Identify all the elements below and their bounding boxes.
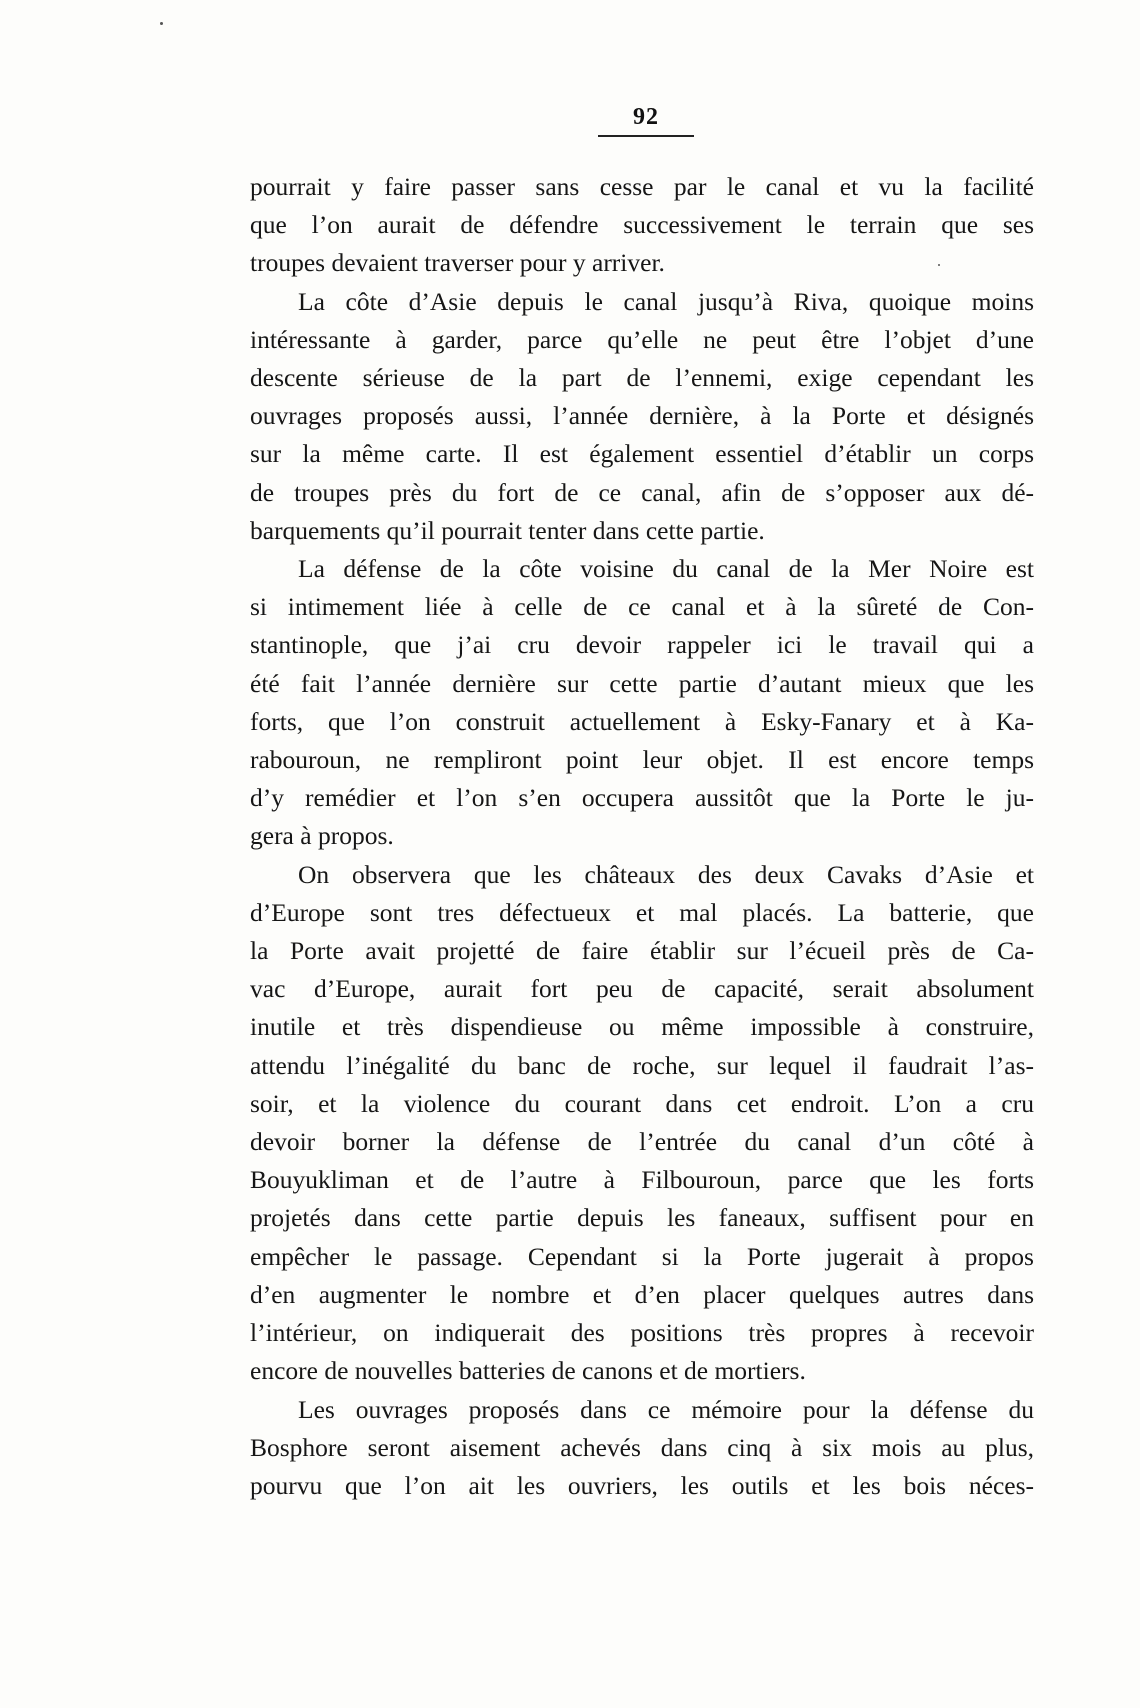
text-line: rabouroun, ne rempliront point leur objet. Il est encore temps xyxy=(250,745,1034,775)
text-line: On observera que les châteaux des deux Cavaks d’Asie et xyxy=(298,859,1034,889)
paragraph xyxy=(250,283,1034,550)
paragraph xyxy=(250,550,1034,856)
text-line: encore de nouvelles batteries de canons et de mortiers. xyxy=(250,1356,806,1386)
text-line: stantinople, que j’ai cru devoir rappeler ici le travail qui a xyxy=(250,630,1034,660)
text-line: projetés dans cette partie depuis les faneaux, suffisent pour en xyxy=(250,1203,1034,1233)
paragraph xyxy=(250,1391,1034,1506)
scan-speck xyxy=(160,22,163,25)
page-number: 92 xyxy=(598,104,694,137)
text-line: Les ouvrages proposés dans ce mémoire pour la défense du xyxy=(298,1394,1034,1424)
text-line: la Porte avait projetté de faire établir sur l’écueil près de Ca- xyxy=(250,936,1034,966)
text-line: pourvu que l’on ait les ouvriers, les outils et les bois néces- xyxy=(250,1470,1034,1500)
text-line: l’intérieur, on indiquerait des positions très propres à recevoir xyxy=(250,1318,1034,1348)
text-line: attendu l’inégalité du banc de roche, sur lequel il faudrait l’as- xyxy=(250,1050,1034,1080)
text-line: été fait l’année dernière sur cette partie d’autant mieux que les xyxy=(250,668,1034,698)
text-line: de troupes près du fort de ce canal, afin de s’opposer aux dé- xyxy=(250,477,1034,507)
text-line: forts, que l’on construit actuellement à Esky-Fanary et à Ka- xyxy=(250,706,1034,736)
text-line: d’Europe sont tres défectueux et mal placés. La batterie, que xyxy=(250,897,1034,927)
text-line: pourrait y faire passer sans cesse par le canal et vu la facilité xyxy=(250,172,1034,201)
paragraph xyxy=(250,168,1034,283)
text-line: troupes devaient traverser pour y arriver. xyxy=(250,248,665,278)
text-line: empêcher le passage. Cependant si la Porte jugerait à propos xyxy=(250,1241,1034,1271)
text-line: que l’on aurait de défendre successivement le terrain que ses xyxy=(250,210,1034,240)
text-line: Bouyukliman et de l’autre à Filbouroun, parce que les forts xyxy=(250,1165,1034,1195)
paragraph xyxy=(250,856,1034,1391)
text-line: Bosphore seront aisement achevés dans cinq à six mois au plus, xyxy=(250,1432,1034,1462)
text-line: devoir borner la défense de l’entrée du canal d’un côté à xyxy=(250,1127,1034,1157)
text-line: intéressante à garder, parce qu’elle ne peut être l’objet d’une xyxy=(250,324,1034,354)
body-text xyxy=(250,168,1034,1505)
text-line: La défense de la côte voisine du canal de la Mer Noire est xyxy=(298,554,1034,584)
text-line: inutile et très dispendieuse ou même impossible à construire, xyxy=(250,1012,1034,1042)
text-line: si intimement liée à celle de ce canal et à la sûreté de Con- xyxy=(250,592,1034,622)
text-line: d’en augmenter le nombre et d’en placer quelques autres dans xyxy=(250,1279,1034,1309)
text-line: barquements qu’il pourrait tenter dans cette partie. xyxy=(250,515,765,545)
text-line: sur la même carte. Il est également essentiel d’établir un corps xyxy=(250,439,1034,469)
text-line: vac d’Europe, aurait fort peu de capacité, serait absolument xyxy=(250,974,1034,1004)
text-line: descente sérieuse de la part de l’ennemi, exige cependant les xyxy=(250,363,1034,393)
text-line: soir, et la violence du courant dans cet endroit. L’on a cru xyxy=(250,1088,1034,1118)
text-line: d’y remédier et l’on s’en occupera aussitôt que la Porte le ju- xyxy=(250,783,1034,813)
text-line: La côte d’Asie depuis le canal jusqu’à Riva, quoique moins xyxy=(298,286,1034,316)
text-line: gera à propos. xyxy=(250,821,394,851)
text-line: ouvrages proposés aussi, l’année dernière, à la Porte et désignés xyxy=(250,401,1034,431)
